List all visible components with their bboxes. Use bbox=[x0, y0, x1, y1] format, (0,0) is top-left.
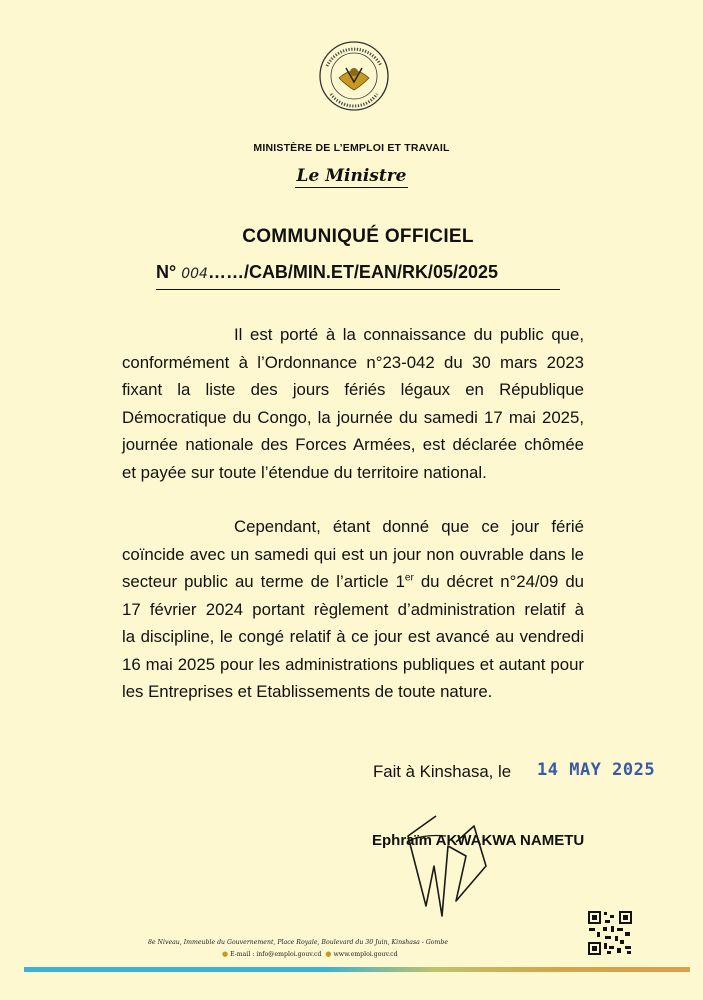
handwritten-number: 004 bbox=[181, 266, 208, 282]
document-title: COMMUNIQUÉ OFFICIEL bbox=[242, 226, 474, 247]
footer-address: 8e Niveau, Immeuble du Gouvernement, Place Royale, Boulevard du 30 Juin, Kinshasa - Gombe bbox=[147, 939, 448, 946]
paragraph-2: Cependant, étant donné que ce jour férié coïncide avec un samedi qui est un jour non ouvrable dans le secteur public au terme de l’article 1er du décret n°24/09 du 17 février 2024 portant règlement d’administration relatif à la discipline, le congé relatif à ce jour est avancé au vendredi 16 mai 2025 pour les administrations publiques et autant pour les Entreprises et Etablissements de toute nature. bbox=[122, 517, 584, 701]
signatory-name: Ephraïm AKWAKWA NAMETU bbox=[372, 832, 585, 849]
ministry-name: MINISTÈRE DE L’EMPLOI ET TRAVAIL bbox=[253, 142, 450, 154]
coat-of-arms-seal bbox=[317, 38, 391, 122]
handwritten-signature bbox=[396, 806, 506, 926]
paragraph-1: Il est porté à la connaissance du public que, conformément à l’Ordonnance n°23-042 du 30 mars 2023 fixant la liste des jours fériés légaux en République Démocratique du Congo, la journée du samedi 17 mai 2025, journée nationale des Forces Armées, est déclarée chômée et payée sur toute l’étendue du territoire national. bbox=[122, 325, 584, 482]
footer-contacts: ● E-mail : info@emploi.gouv.cd ● www.emploi.gouv.cd bbox=[222, 950, 398, 958]
date-stamp: 14 MAY 2025 bbox=[537, 760, 656, 780]
reference-underline bbox=[156, 289, 560, 290]
minister-title: Le Ministre bbox=[296, 166, 407, 186]
footer-website: www.emploi.gouv.cd bbox=[333, 951, 398, 958]
reference-number: N° 004……/CAB/MIN.ET/EAN/RK/05/2025 bbox=[156, 262, 499, 282]
qr-code bbox=[587, 910, 633, 956]
place-date-label: Fait à Kinshasa, le bbox=[373, 762, 512, 781]
footer-email: E-mail : info@emploi.gouv.cd bbox=[230, 951, 322, 958]
footer-color-band bbox=[24, 967, 690, 972]
